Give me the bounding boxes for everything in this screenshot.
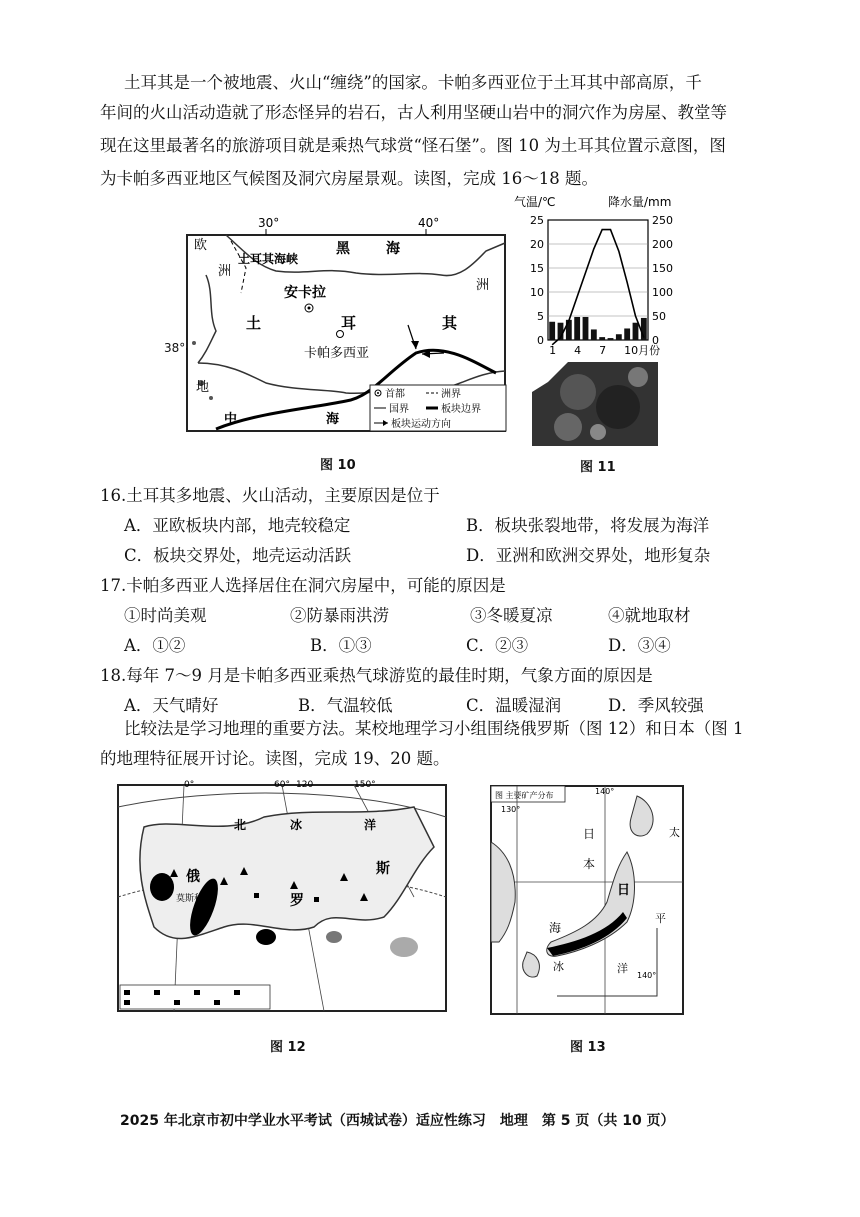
month-tick-label: 1 [549,344,557,357]
inset-title: 图 主要矿产分布 [495,791,554,800]
med-label-1: 地 [196,380,210,395]
pacific-label-ping: 平 [655,912,666,925]
turkey-label-qi: 其 [442,314,458,332]
climate-line [552,230,644,345]
precip-tick-label: 200 [652,238,673,251]
precip-bar [599,337,605,340]
climate-chart [508,192,678,454]
legend-continent: 洲界 [441,389,461,400]
lon-140-label: 140° [595,787,615,796]
temp-tick-label: 20 [530,238,544,251]
precip-tick-label: 50 [652,310,666,323]
q17-item-1: ①时尚美观 [124,606,207,625]
q17-option-b: B．①③ [310,636,372,655]
cave-dwelling-photo [532,362,658,446]
lon-30-label: 30° [258,216,280,230]
precip-bar [633,323,639,340]
legend-motion: 板块运动方向 [391,419,451,430]
lon-0-label: 0° [184,780,195,790]
climate-bars [549,317,647,340]
q16-option-a: A．亚欧板块内部，地壳较稳定 [124,516,351,535]
precip-bar [624,328,630,340]
temp-tick-label: 10 [530,286,544,299]
temp-line [552,230,644,345]
q17-item-4: ④就地取材 [608,606,691,625]
figure-11-caption: 图 11 [580,460,616,475]
black-sea-label-2: 海 [386,241,400,257]
cappadocia-label: 卡帕多西亚 [304,346,370,361]
temp-axis-label: 气温/℃ [514,195,556,209]
legend-capital: 首都 [385,389,405,400]
turkey-label-er: 耳 [341,314,357,332]
pacific-label-yang: 洋 [617,962,628,975]
intro1-line2: 年间的火山活动造就了形态怪异的岩石，古人利用坚硬山岩中的洞穴作为房屋、教堂等 [100,103,727,122]
temp-tick-label: 5 [537,310,544,323]
month-tick-label: 4 [574,344,582,357]
moscow-label: 莫斯科 [176,894,204,904]
asia-label: 洲 [476,278,490,293]
intro2-line1: 比较法是学习地理的重要方法。某校地理学习小组围绕俄罗斯（图 12）和日本（图 1 [124,719,744,738]
ankara-label: 安卡拉 [284,285,326,301]
intro1-line1: 土耳其是一个被地震、火山“缠绕”的国家。卡帕多西亚位于土耳其中部高原，千 [124,73,702,92]
q18-option-a: A．天气晴好 [124,696,219,715]
q17-item-2: ②防暴雨洪涝 [290,606,389,625]
temp-tick-label: 0 [537,334,544,347]
lon-140b-label: 140° [637,971,657,980]
precip-tick-label: 0 [652,334,659,347]
q18-option-d: D．季风较强 [608,696,704,715]
turkey-map [186,213,508,435]
precip-bar [549,322,555,340]
precip-tick-label: 150 [652,262,673,275]
q17-stem: 17.卡帕多西亚人选择居住在洞穴房屋中，可能的原因是 [100,576,506,595]
figure-12 [114,777,450,1015]
q17-option-a: A．①② [124,636,186,655]
q16-option-c: C．板块交界处，地壳运动活跃 [124,546,352,565]
strait-label: 土耳其海峡 [238,252,299,266]
intro1-line3: 现在这里最著名的旅游项目就是乘热气球赏“怪石堡”。图 10 为土耳其位置示意图，图 [100,136,726,155]
russia-map [114,777,450,1015]
figure-13-caption: 图 13 [570,1040,606,1055]
intro2-line2: 的地理特征展开讨论。读图，完成 19、20 题。 [100,749,450,768]
q18-option-b: B．气温较低 [298,696,393,715]
month-tick-label: 7 [599,344,607,357]
intro1-line4: 为卡帕多西亚地区气候图及洞穴房屋景观。读图，完成 16～18 题。 [100,169,598,188]
lon-40-label: 40° [418,216,440,230]
q18-stem: 18.每年 7～9 月是卡帕多西亚乘热气球游览的最佳时期，气象方面的原因是 [100,666,653,685]
precip-tick-label: 100 [652,286,673,299]
month-tick-label: 10月份 [624,344,661,357]
q17-option-d: D．③④ [608,636,671,655]
lon-120-label: 120 [296,780,314,790]
q18-option-c: C．温暖湿润 [466,696,562,715]
russia-label-si: 斯 [376,861,390,877]
ocean-label: 洋 [364,818,377,832]
precip-tick-label: 250 [652,214,673,227]
japan-label: 日 [617,883,631,898]
figure-13 [487,782,687,1018]
lon-60-label: 60° [274,780,290,790]
legend-plate: 板块边界 [441,404,481,415]
precip-bar [583,317,589,340]
lon-150-label: 150° [354,780,376,790]
ice-label: 冰 [290,818,303,832]
q16-option-d: D．亚洲和欧洲交界处，地形复杂 [466,546,711,565]
lon-130-label: 130° [501,805,521,814]
med-label-3: 海 [326,412,340,427]
q16-option-b: B．板块张裂地带，将发展为海洋 [466,516,710,535]
figure-11 [508,192,678,454]
q16-stem: 16.土耳其多地震、火山活动，主要原因是位于 [100,486,440,505]
q17-option-c: C．②③ [466,636,529,655]
europe-label-1: 欧 [194,238,208,253]
legend-border: 国界 [389,404,409,415]
precip-bar [566,320,572,340]
precip-bar [608,338,614,340]
precip-bar [616,334,622,340]
lat-38-outer: 38° [164,341,186,355]
q17-item-3: ③冬暖夏凉 [470,606,553,625]
med-label-2: 中 [224,412,238,427]
north-label: 北 [234,818,247,832]
russia-label-e: 俄 [186,869,200,885]
temp-tick-label: 15 [530,262,544,275]
sea-label-ben: 本 [583,857,596,871]
sea-label-ri: 日 [583,827,596,841]
page-footer: 2025 年北京市初中学业水平考试（西城试卷）适应性练习 地理 第 5 页（共 10 页） [120,1113,675,1129]
ice-label-13: 冰 [553,960,564,973]
precip-axis-label: 降水量/mm [608,195,672,209]
russia-label-luo: 罗 [290,893,304,909]
pacific-label-tai: 太 [669,826,680,839]
sea-label-hai: 海 [549,921,562,935]
figure-10-caption: 图 10 [320,458,356,473]
turkey-label-tu: 土 [246,314,262,332]
europe-label-2: 洲 [218,264,232,279]
precip-bar [591,329,597,340]
temp-tick-label: 25 [530,214,544,227]
japan-map [487,782,687,1018]
black-sea-label-1: 黑 [336,241,350,257]
figure-10 [186,213,508,435]
precip-bar [574,317,580,340]
figure-12-caption: 图 12 [270,1040,306,1055]
